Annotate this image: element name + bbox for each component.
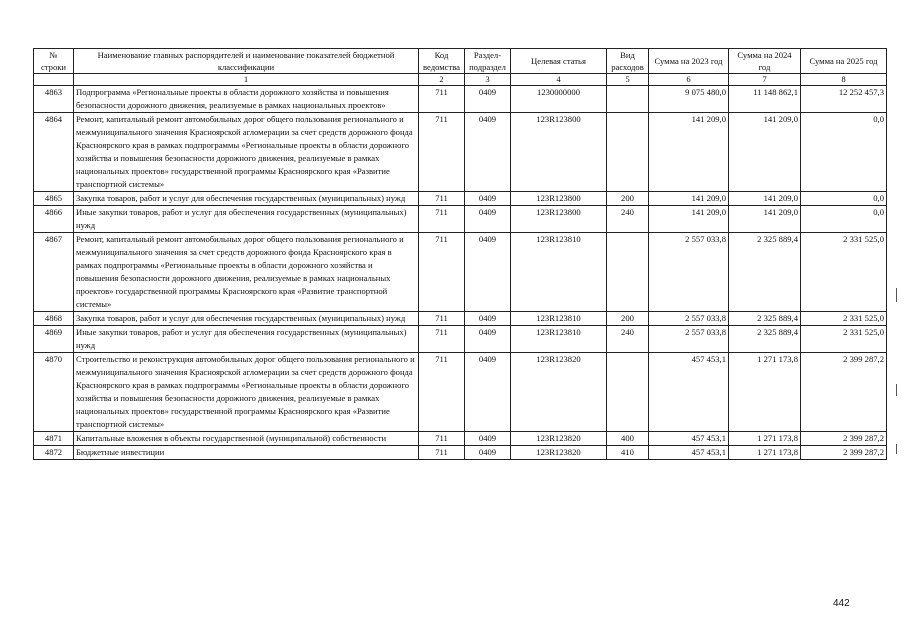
sum-2025-cell: 0,0 <box>801 113 887 192</box>
sum-2023-cell: 2 557 033,8 <box>649 233 729 312</box>
column-index-cell: 7 <box>729 74 801 86</box>
expense-type-cell: 410 <box>607 446 649 460</box>
name-cell: Бюджетные инвестиции <box>74 446 419 460</box>
section-cell: 0409 <box>465 206 511 233</box>
name-cell: Ремонт, капитальный ремонт автомобильных дорог общего пользования регионального и межмуниципального значения за счет средств дорожного фонда Красноярского края в рамках подпрограммы «Региональные проекты в области дорожного хозяйства и повышения безопасности дорожного движения, реализуемые в рамках национальных проектов» государственной программы Красноярского края «Развитие транспортной системы» <box>74 233 419 312</box>
department-code-cell: 711 <box>419 326 465 353</box>
sum-2025-cell: 2 331 525,0 <box>801 233 887 312</box>
department-code-cell: 711 <box>419 113 465 192</box>
target-article-cell: 123R123820 <box>511 353 607 432</box>
sum-2025-cell: 2 331 525,0 <box>801 326 887 353</box>
sum-2025-cell: 0,0 <box>801 206 887 233</box>
sum-2024-cell: 1 271 173,8 <box>729 446 801 460</box>
sum-2024-cell: 141 209,0 <box>729 206 801 233</box>
department-code-cell: 711 <box>419 192 465 206</box>
sum-2023-cell: 457 453,1 <box>649 353 729 432</box>
target-article-cell: 123R123800 <box>511 206 607 233</box>
table-row <box>34 432 887 446</box>
sum-2025-cell: 2 399 287,2 <box>801 432 887 446</box>
sum-2024-cell: 141 209,0 <box>729 192 801 206</box>
expense-type-cell: 400 <box>607 432 649 446</box>
row-number-cell: 4867 <box>34 233 74 312</box>
sum-2024-cell: 2 325 889,4 <box>729 312 801 326</box>
header-section: Раздел-подраздел <box>465 49 511 74</box>
sum-2023-cell: 2 557 033,8 <box>649 326 729 353</box>
sum-2023-cell: 141 209,0 <box>649 192 729 206</box>
expense-type-cell: 240 <box>607 206 649 233</box>
header-target-article: Целевая статья <box>511 49 607 74</box>
row-number-cell: 4866 <box>34 206 74 233</box>
target-article-cell: 123R123810 <box>511 312 607 326</box>
target-article-cell: 1230000000 <box>511 86 607 113</box>
expense-type-cell <box>607 353 649 432</box>
column-index-cell: 8 <box>801 74 887 86</box>
name-cell: Иные закупки товаров, работ и услуг для обеспечения государственных (муниципальных) нужд <box>74 326 419 353</box>
sum-2025-cell: 0,0 <box>801 192 887 206</box>
sum-2024-cell: 141 209,0 <box>729 113 801 192</box>
table-row <box>34 86 887 113</box>
header-sum-2023: Сумма на 2023 год <box>649 49 729 74</box>
column-index-cell: 5 <box>607 74 649 86</box>
column-index-cell: 4 <box>511 74 607 86</box>
header-row-number: № строки <box>34 49 74 74</box>
header-expense-type: Вид расходов <box>607 49 649 74</box>
sum-2023-cell: 141 209,0 <box>649 206 729 233</box>
row-number-cell: 4869 <box>34 326 74 353</box>
sum-2024-cell: 2 325 889,4 <box>729 326 801 353</box>
sum-2024-cell: 2 325 889,4 <box>729 233 801 312</box>
scan-mark <box>896 444 897 454</box>
expense-type-cell <box>607 113 649 192</box>
sum-2023-cell: 141 209,0 <box>649 113 729 192</box>
section-cell: 0409 <box>465 233 511 312</box>
sum-2025-cell: 2 399 287,2 <box>801 353 887 432</box>
expense-type-cell <box>607 86 649 113</box>
name-cell: Закупка товаров, работ и услуг для обеспечения государственных (муниципальных) нужд <box>74 192 419 206</box>
table-row <box>34 113 887 192</box>
table-row <box>34 353 887 432</box>
department-code-cell: 711 <box>419 233 465 312</box>
sum-2023-cell: 9 075 480,0 <box>649 86 729 113</box>
department-code-cell: 711 <box>419 86 465 113</box>
sum-2023-cell: 2 557 033,8 <box>649 312 729 326</box>
sum-2024-cell: 1 271 173,8 <box>729 432 801 446</box>
sum-2023-cell: 457 453,1 <box>649 446 729 460</box>
department-code-cell: 711 <box>419 206 465 233</box>
section-cell: 0409 <box>465 312 511 326</box>
section-cell: 0409 <box>465 192 511 206</box>
sum-2023-cell: 457 453,1 <box>649 432 729 446</box>
expense-type-cell: 240 <box>607 326 649 353</box>
row-number-cell: 4865 <box>34 192 74 206</box>
column-index-row <box>34 74 887 86</box>
header-sum-2025: Сумма на 2025 год <box>801 49 887 74</box>
row-number-cell: 4863 <box>34 86 74 113</box>
header-department-code: Код ведомства <box>419 49 465 74</box>
section-cell: 0409 <box>465 446 511 460</box>
section-cell: 0409 <box>465 86 511 113</box>
row-number-cell: 4871 <box>34 432 74 446</box>
row-number-cell: 4864 <box>34 113 74 192</box>
target-article-cell: 123R123820 <box>511 446 607 460</box>
name-cell: Ремонт, капитальный ремонт автомобильных дорог общего пользования регионального и межмуниципального значения Красноярской агломерации за счет средств дорожного фонда Красноярского края в рамках подпрограммы «Региональные проекты в области дорожного хозяйства и повышения безопасности дорожного движения, реализуемые в рамках национальных проектов» государственной программы Красноярского края «Развитие транспортной системы» <box>74 113 419 192</box>
table-row <box>34 312 887 326</box>
section-cell: 0409 <box>465 113 511 192</box>
sum-2024-cell: 1 271 173,8 <box>729 353 801 432</box>
scan-mark <box>896 384 897 396</box>
name-cell: Подпрограмма «Региональные проекты в области дорожного хозяйства и повышения безопасности дорожного движения, реализуемые в рамках национальных проектов» <box>74 86 419 113</box>
section-cell: 0409 <box>465 432 511 446</box>
row-number-cell: 4868 <box>34 312 74 326</box>
target-article-cell: 123R123800 <box>511 192 607 206</box>
sum-2025-cell: 12 252 457,3 <box>801 86 887 113</box>
expense-type-cell: 200 <box>607 312 649 326</box>
header-name: Наименование главных распорядителей и наименование показателей бюджетной классификации <box>74 49 419 74</box>
department-code-cell: 711 <box>419 432 465 446</box>
header-row <box>34 49 887 74</box>
scan-mark <box>896 288 897 302</box>
department-code-cell: 711 <box>419 446 465 460</box>
table-row <box>34 192 887 206</box>
page-number: 442 <box>833 598 850 609</box>
column-index-cell <box>34 74 74 86</box>
table-row <box>34 206 887 233</box>
name-cell: Иные закупки товаров, работ и услуг для обеспечения государственных (муниципальных) нужд <box>74 206 419 233</box>
target-article-cell: 123R123810 <box>511 233 607 312</box>
table-row <box>34 446 887 460</box>
column-index-cell: 3 <box>465 74 511 86</box>
sum-2025-cell: 2 331 525,0 <box>801 312 887 326</box>
department-code-cell: 711 <box>419 353 465 432</box>
table-row <box>34 233 887 312</box>
section-cell: 0409 <box>465 353 511 432</box>
column-index-cell: 2 <box>419 74 465 86</box>
name-cell: Капитальные вложения в объекты государственной (муниципальной) собственности <box>74 432 419 446</box>
column-index-cell: 6 <box>649 74 729 86</box>
department-code-cell: 711 <box>419 312 465 326</box>
name-cell: Строительство и реконструкция автомобильных дорог общего пользования регионального и межмуниципального значения Красноярской агломерации за счет средств дорожного фонда Красноярского края в рамках подпрограммы «Региональные проекты в области дорожного хозяйства и повышения безопасности дорожного движения, реализуемые в рамках национальных проектов» государственной программы Красноярского края «Развитие транспортной системы» <box>74 353 419 432</box>
sum-2024-cell: 11 148 862,1 <box>729 86 801 113</box>
budget-table <box>33 48 887 460</box>
section-cell: 0409 <box>465 326 511 353</box>
row-number-cell: 4870 <box>34 353 74 432</box>
name-cell: Закупка товаров, работ и услуг для обеспечения государственных (муниципальных) нужд <box>74 312 419 326</box>
target-article-cell: 123R123800 <box>511 113 607 192</box>
row-number-cell: 4872 <box>34 446 74 460</box>
column-index-cell: 1 <box>74 74 419 86</box>
target-article-cell: 123R123810 <box>511 326 607 353</box>
table-row <box>34 326 887 353</box>
target-article-cell: 123R123820 <box>511 432 607 446</box>
expense-type-cell <box>607 233 649 312</box>
expense-type-cell: 200 <box>607 192 649 206</box>
sum-2025-cell: 2 399 287,2 <box>801 446 887 460</box>
header-sum-2024: Сумма на 2024 год <box>729 49 801 74</box>
